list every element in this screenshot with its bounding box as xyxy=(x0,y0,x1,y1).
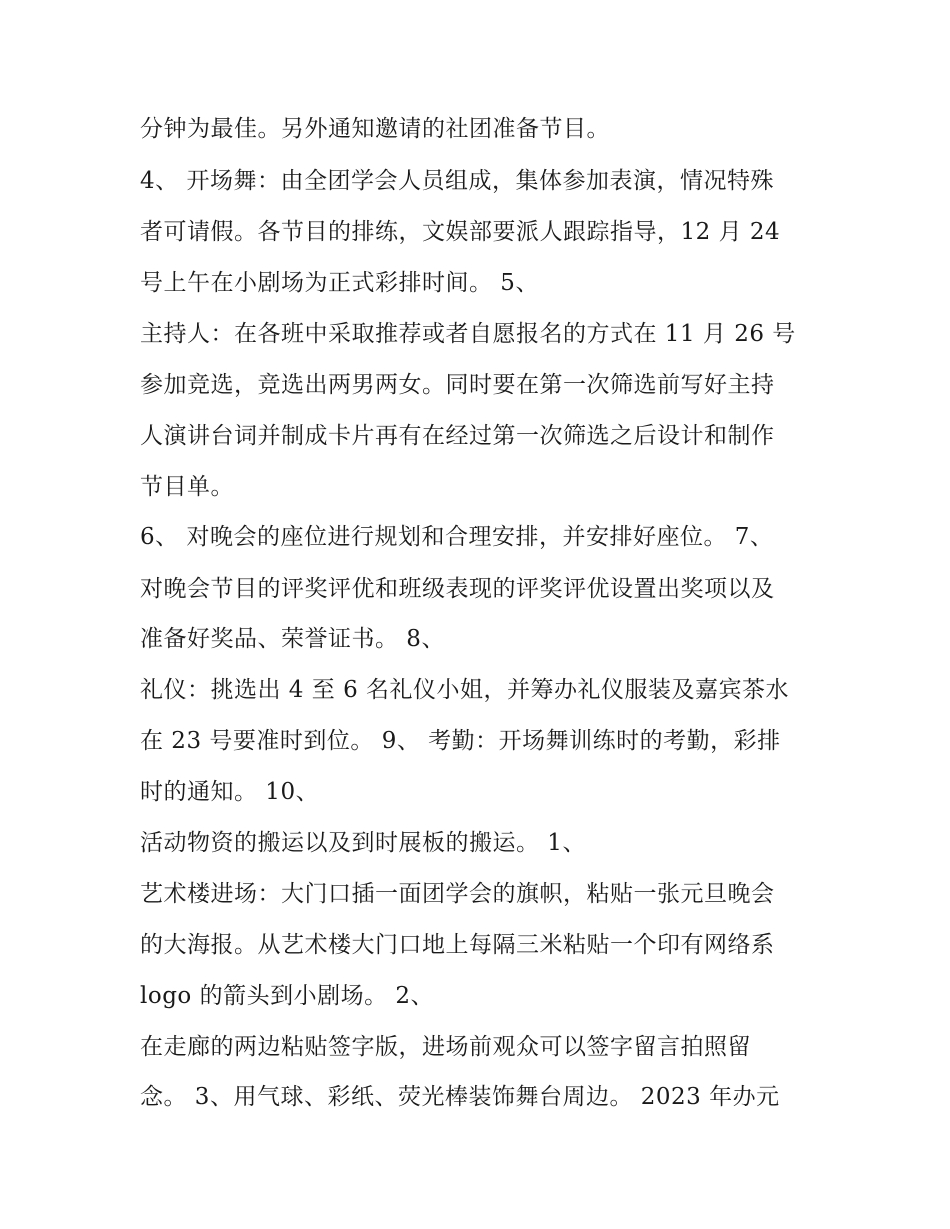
text-line: 在 23 号要准时到位。 9、 考勤：开场舞训练时的考勤，彩排 xyxy=(140,728,781,754)
text-line: 参加竞选，竞选出两男两女。同时要在第一次筛选前写好主持 xyxy=(140,372,775,398)
text-line: 主持人：在各班中采取推荐或者自愿报名的方式在 11 月 26 号 xyxy=(140,321,796,347)
text-line: 节目单。 xyxy=(140,474,234,500)
text-line: 时的通知。 10、 xyxy=(140,779,320,805)
text-line: 在走廊的两边粘贴签字版，进场前观众可以签字留言拍照留 xyxy=(140,1034,751,1060)
text-line: 艺术楼进场：大门口插一面团学会的旗帜，粘贴一张元旦晚会 xyxy=(140,881,775,907)
text-line: 6、 对晚会的座位进行规划和合理安排，并安排好座位。 7、 xyxy=(140,524,774,550)
text-line: 礼仪：挑选出 4 至 6 名礼仪小姐，并筹办礼仪服装及嘉宾茶水 xyxy=(140,677,790,703)
text-line: 人演讲台词并制成卡片再有在经过第一次筛选之后设计和制作 xyxy=(140,423,775,449)
text-line: logo 的箭头到小剧场。 2、 xyxy=(140,983,435,1009)
text-line: 分钟为最佳。另外通知邀请的社团准备节目。 xyxy=(140,116,610,142)
text-line: 念。 3、用气球、彩纸、荧光棒装饰舞台周边。 2023 年办元 xyxy=(140,1084,780,1110)
text-line: 号上午在小剧场为正式彩排时间。 5、 xyxy=(140,270,539,296)
text-line: 活动物资的搬运以及到时展板的搬运。 1、 xyxy=(140,830,586,856)
text-line: 的大海报。从艺术楼大门口地上每隔三米粘贴一个印有网络系 xyxy=(140,932,775,958)
text-line: 者可请假。各节目的排练，文娱部要派人跟踪指导，12 月 24 xyxy=(140,219,781,245)
text-line: 准备好奖品、荣誉证书。 8、 xyxy=(140,626,445,652)
text-line: 对晚会节目的评奖评优和班级表现的评奖评优设置出奖项以及 xyxy=(140,576,775,602)
text-line: 4、 开场舞：由全团学会人员组成，集体参加表演，情况特殊 xyxy=(140,168,774,194)
